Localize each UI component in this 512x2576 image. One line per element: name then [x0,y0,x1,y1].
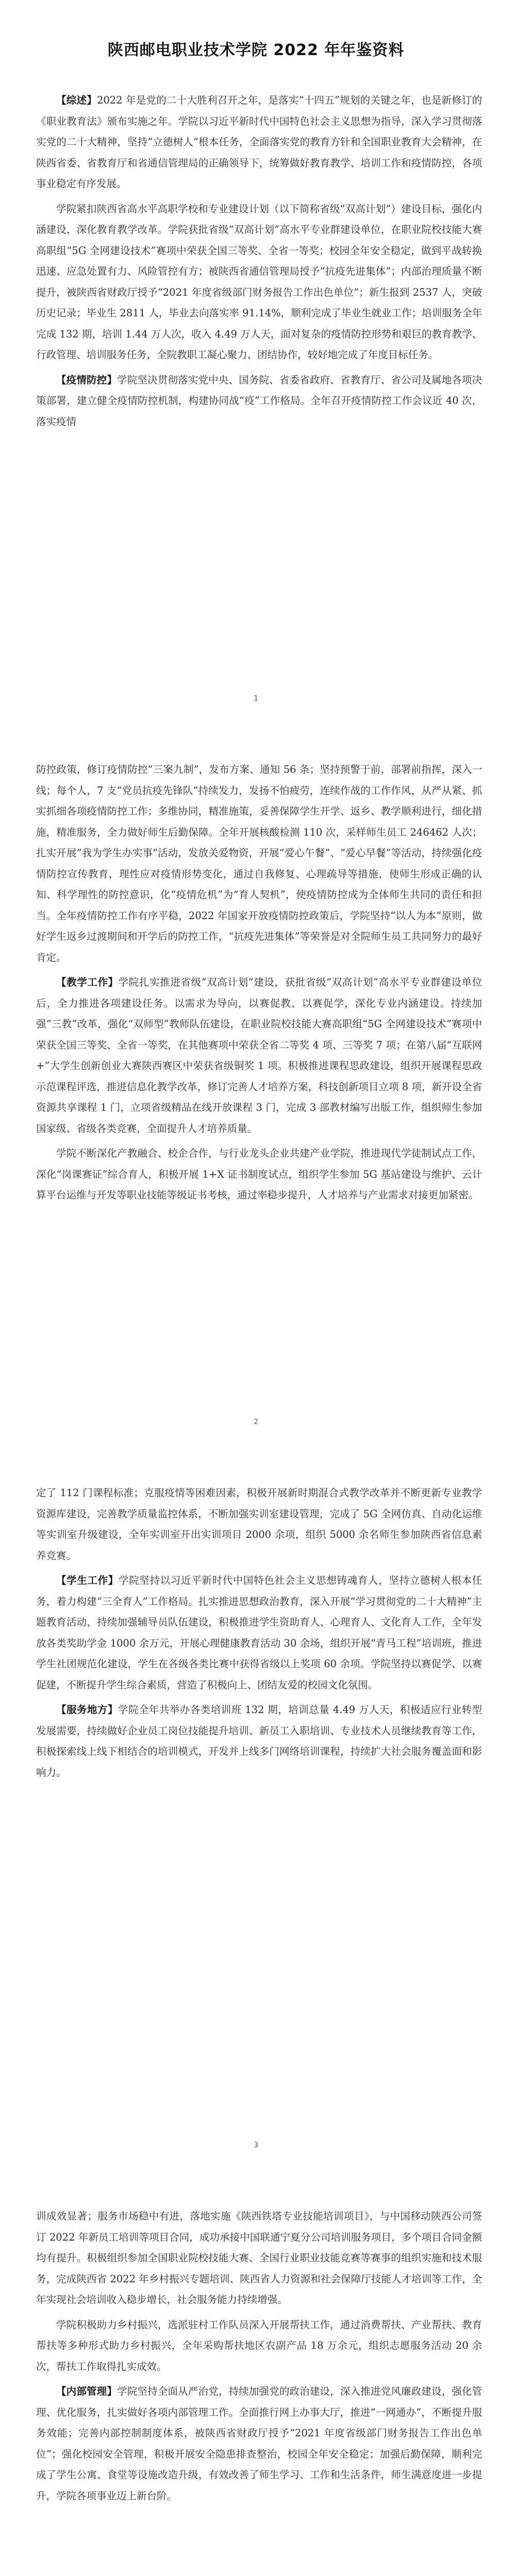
paragraph-text: 防控政策，修订疫情防控“三案九制”，发布方案、通知 56 条；坚持预警于前，部署前指挥，深入一线；每个人，7 支“党员抗疫先锋队”持续发力，发扬不怕疲劳，连续作战的工作作风，从严从紧、抓实抓细各项疫情防控工作；多维协同，精准施策，妥善保障学生开学、返乡、教学顺利进行，细化措施，精准服务，全力做好师生后勤保障。全年开展核酸检测 110 次，采样师生员工 246462 人次；扎实开展“我为学生办实事”活动，发放关爱物资，开展“爱心午餐”、“爱心早餐”等活动，持续强化疫情防控宣传教育，理性应对疫情形势变化，通过自我修复、心理疏导等措施，使师生形成正确的认知、科学理性的防控意识，化“疫情危机”为“育人契机”，使疫情防控成为全体师生共同的责任和担当。全年疫情防控工作有序平稳，2022 年国家开放疫情防控政策后，学院坚持“以人为本”原则，做好学生返乡过渡期间和开学后的防控工作，“抗疫先进集体”等荣誉是对全院师生员工共同努力的最好肯定。 [36,764,482,963]
paragraph [36,2206,482,2311]
paragraph-text: 学院坚决贯彻落实党中央、国务院、省委省政府、省教育厅、省公司及属地各项决策部署，建立健全疫情防控机制，构建协同战“疫”工作格局。全年召开疫情防控工作会议近 40 次，落实疫情 [36,374,482,428]
document-page-4 [0,2170,512,2576]
page-content [36,2206,482,2576]
section-tag: 【教学工作】 [56,976,119,988]
paragraph-text: 学院坚持全面从严治党，持续加强党的政治建设，深入推进党风廉政建设，强化管理、优化服务，扎实做好各项内部管理工作。全面推行网上办事大厅，推进“一网通办”，不断提升服务效能；完善内部控制制度体系，被陕西省财政厅授予“2021 年度省级部门财务报告工作出色单位”；强化校园安全管理，积极开展安全隐患排查整治，校园全年安全稳定；加强后勤保障，顺利完成了学生公寓、食堂等设施改造升级，有效改善了师生学习、工作和生活条件，师生满意度进一步提升，学院各项事业迈上新台阶。 [36,2385,482,2502]
section-tag: 【服务地方】 [56,1704,118,1716]
section-tag: 【综述】 [56,94,97,106]
paragraph-text: 定了 112 门课程标准；克服疫情等困难因素，积极开展新时期混合式教学改革并不断更新专业教学资源库建设，完善教学质量监控体系，不断加强实训室建设管理，完成了 5G 全网仿真、自动化运维等实训室升级建设，全年实训室开出实训项目 2000 余项，组织 5000 余名师生参加陕西省信息素养竞赛。 [36,1487,482,1562]
page-content [36,759,482,1400]
paragraph-text: 学院紧扣陕西省高水平高职学校和专业建设计划（以下简称省级“双高计划”）建设目标，强化内涵建设，深化教育教学改革。学院获批省级“双高计划”高水平专业群建设单位，在职业院校技能大赛高职组“5G 全网建设技术”赛项中荣获全国三等奖、全省一等奖；校园全年安全稳定，做到平战转换迅速、应急处置有力、风险管控有方；被陕西省通信管理局授予“抗疫先进集体”；内部治理质量不断提升，被陕西省财政厅授予“2021 年度省级部门财务报告工作出色单位”；新生报到 2537 人，突破历史记录；毕业生 2811 人，毕业去向落实率 91.14%，顺利完成了毕业生就业工作；培训服务全年完成 132 期，培训 1.44 万人次，收入 4.49 万人天，面对复杂的疫情防控形势和艰巨的教育教学、行政管理、培训服务任务，全院教职工凝心聚力、团结协作，较好地完成了年度目标任务。 [36,202,482,361]
section-tag: 【学生工作】 [56,1574,119,1586]
paragraph-text: 学院扎实推进省级“双高计划”建设，获批省级“双高计划”高水平专业群建设单位后，全力推进各项建设任务。以需求为导向，以赛促教、以赛促学，深化专业内涵建设。持续加强“三教”改革，强化“双师型”教师队伍建设，在职业院校技能大赛高职组“5G 全网建设技术”赛项中荣获全国三等奖、全省一等奖，在其他赛项中荣获全省二等奖 4 项、三等奖 7 项；在第八届“互联网+”大学生创新创业大赛陕西赛区中荣获省级铜奖 1 项。积极推进课程思政建设，组织开展课程思政示范课程评选，推进信息化教学改革，修订完善人才培养方案，科技创新项目立项 8 项，新开设全省资源共享课程 1 门，立项省级精品在线开放课程 3 门，完成 3 部教材编写出版工作，组织师生参加国家级、省级各类竞赛，全面提升人才培养质量。 [36,976,482,1134]
paragraph [36,2315,482,2378]
section-tag: 【疫情防控】 [56,374,118,386]
document-page-3 [0,1447,512,2170]
paragraph [36,199,482,366]
page-content [36,1483,482,2124]
paragraph [36,1570,482,1696]
paragraph [36,1700,482,1783]
paragraph [36,1483,482,1566]
paragraph-text: 2022 年是党的二十大胜利召开之年，是落实“十四五”规划的关键之年，也是新修订的《职业教育法》颁布实施之年。学院以习近平新时代中国特色社会主义思想为指导，深入学习贯彻落实党的二十大精神，坚持“立德树人”根本任务，全面落实党的教育方针和全国职业教育大会精神，在陕西省委、省教育厅和省通信管理局的正确领导下，统筹做好教育教学、培训工作和疫情防控，各项事业稳定有序发展。 [36,94,482,190]
paragraph [36,90,482,195]
document-page-2 [0,723,512,1447]
paragraph [36,759,482,968]
paragraph [36,2381,482,2506]
paragraph-text: 学院全年共举办各类培训班 132 期，培训总量 4.49 万人天，积极适应行业转型发展需要，持续做好企业员工岗位技能提升培训、新员工入职培训、专业技术人员继续教育等工作，积极探索线上线下相结合的培训模式，开发并上线多门网络培训课程，持续扩大社会服务覆盖面和影响力。 [36,1704,482,1778]
document-title: 陕西邮电职业技术学院 2022 年年鉴资料 [107,41,405,59]
paragraph-text: 训成效显著；服务市场稳中有进，落地实施《陕西铁塔专业技能培训项目》，与中国移动陕西公司签订 2022 年新员工培训等项目合同，成功承接中国联通宁夏分公司培训服务项目，多个项目合同金额均有提升。积极组织参加全国职业院校技能大赛、全国行业职业技能竞赛等赛事的组织实施和技术服务，完成陕西省 2022 年乡村振兴专题培训、陕西省人力资源和社会保障厅技能人才培训等工作，全年实现社会培训收入稳步增长，社会服务能力持续增强。 [36,2210,482,2306]
page-number: 2 [254,1418,258,1426]
page-content [36,90,482,677]
document-page-1 [0,0,512,723]
page-number: 3 [254,2141,258,2149]
paragraph [36,972,482,1139]
paragraph-text: 学院积极助力乡村振兴，选派驻村工作队员深入开展帮扶工作，通过消费帮扶、产业帮扶、教育帮扶等多种形式助力乡村振兴，全年采购帮扶地区农副产品 18 万余元，组织志愿服务活动 20 余次，帮扶工作取得扎实成效。 [36,2318,482,2372]
paragraph-text: 学院坚持以习近平新时代中国特色社会主义思想铸魂育人，坚持立德树人根本任务，着力构建“三全育人”工作格局。扎实推进思想政治教育，深入开展“学习贯彻党的二十大精神”主题教育活动，持续加强辅导员队伍建设，积极推进学生资助育人、心理育人、文化育人工作，全年发放各类奖助学金 1000 余万元，开展心理健康教育活动 30 余场，组织开展“青马工程”培训班，推进学生社团规范化建设，学生在各级各类比赛中获得省级以上奖项 60 余项。学院坚持以赛促学、以赛促建，不断提升学生综合素质，营造了积极向上、团结友爱的校园文化氛围。 [36,1574,482,1691]
paragraph-text: 学院不断深化产教融合、校企合作，与行业龙头企业共建产业学院，推进现代学徒制试点工作，深化“岗课赛证”综合育人，积极开展 1+X 证书制度试点，组织学生参加 5G 基站建设与维护、云计算平台运维与开发等职业技能等级证书考核，通过率稳步提升，人才培养与产业需求对接更加紧密。 [36,1147,482,1201]
paragraph [36,370,482,433]
paragraph [36,1143,482,1206]
section-tag: 【内部管理】 [56,2385,118,2397]
page-number: 1 [254,694,258,703]
